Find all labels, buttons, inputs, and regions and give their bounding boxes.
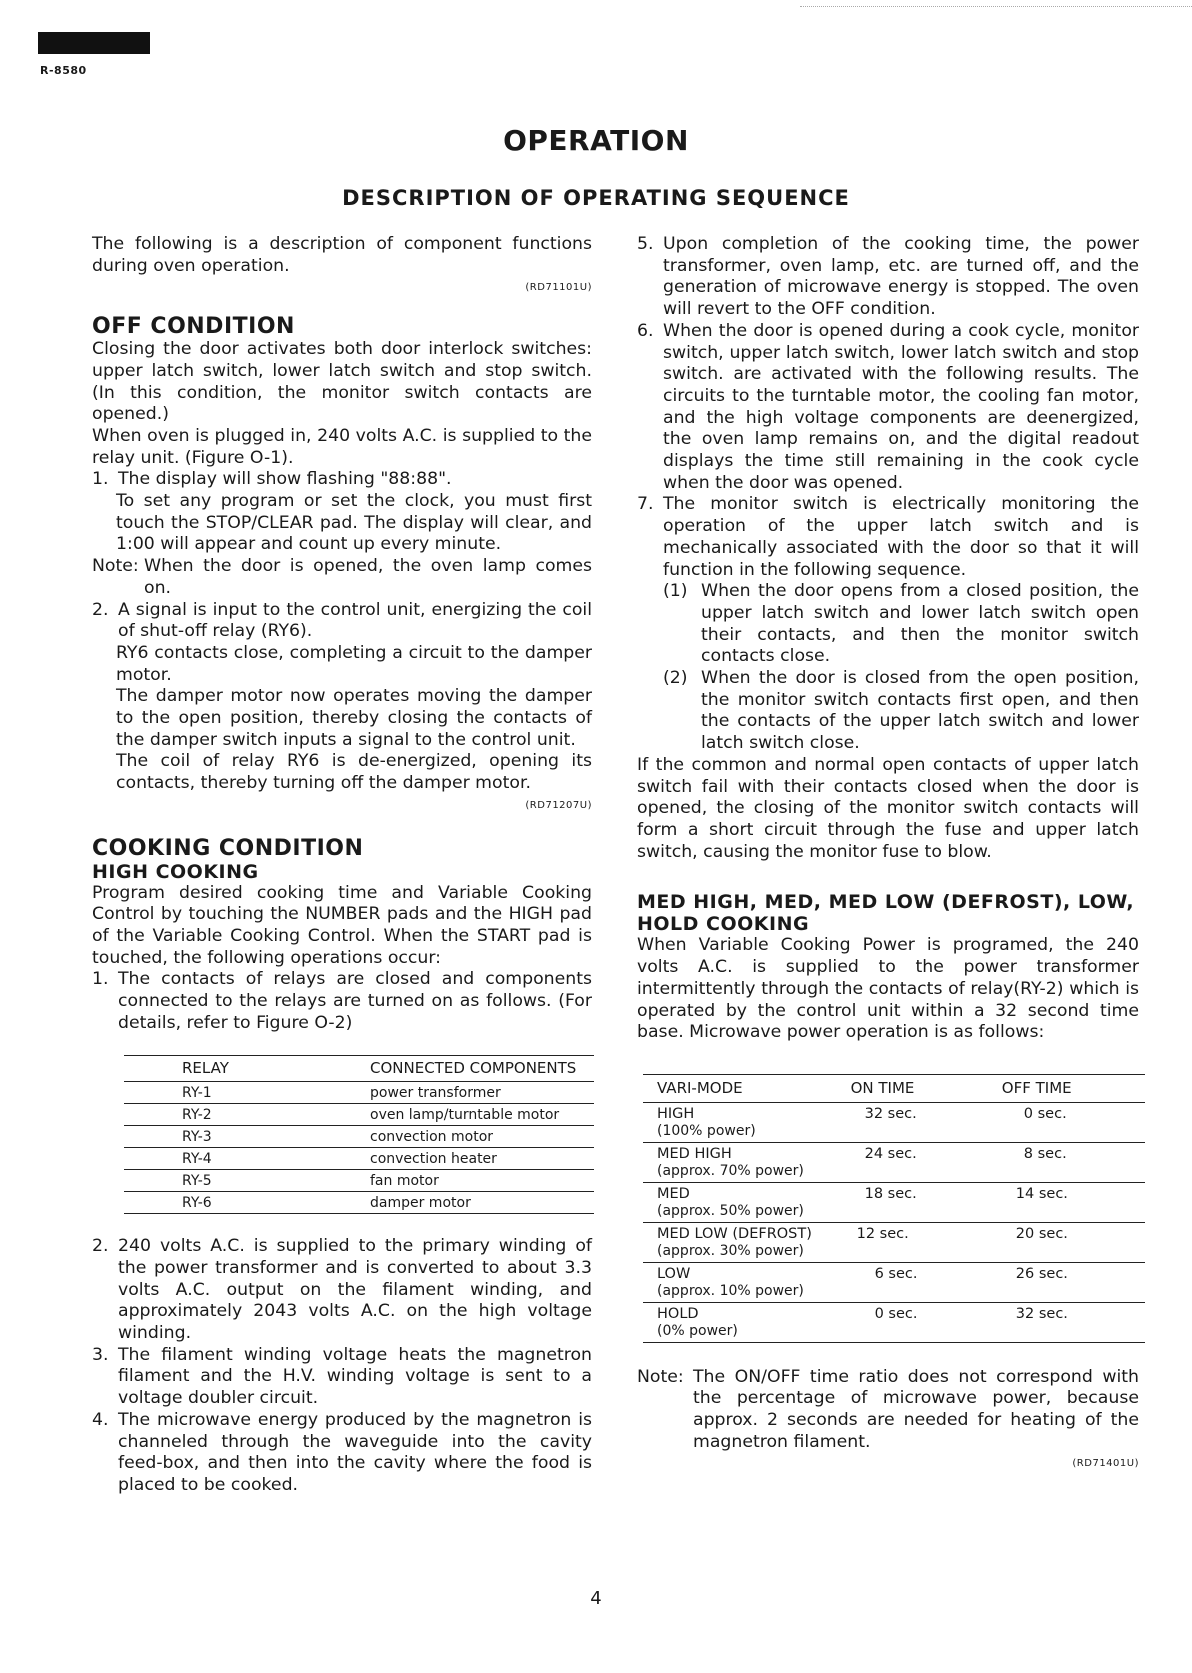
mode-power: (approx. 70% power) xyxy=(657,1162,804,1179)
on-time-cell: 18 sec. xyxy=(845,1182,994,1222)
off-time-cell: 0 sec. xyxy=(994,1102,1145,1142)
mode-name: MED LOW (DEFROST) xyxy=(657,1225,812,1242)
cooking-condition-heading: COOKING CONDITION xyxy=(92,835,364,861)
off-time-cell: 8 sec. xyxy=(994,1142,1145,1182)
intro-ref: (RD71101U) xyxy=(525,282,592,294)
table-row xyxy=(124,1148,594,1170)
mode-name: LOW xyxy=(657,1265,691,1282)
on-time-cell: 24 sec. xyxy=(845,1142,994,1182)
item-text: 240 volts A.C. is supplied to the primary winding of the power transformer and is converted to about 3.3 volts A.C. output on the filament winding, and approximately 2043 volts A.C. on the high voltage winding. xyxy=(118,1236,592,1344)
item-number: 7. xyxy=(637,494,654,515)
mode-cell xyxy=(643,1182,845,1222)
off-item-1 xyxy=(92,469,592,491)
item-text: The display will show flashing "88:88". xyxy=(118,469,452,490)
relay-cell: RY-2 xyxy=(124,1104,370,1126)
component-cell: oven lamp/turntable motor xyxy=(370,1104,594,1126)
sub-number: (1) xyxy=(663,581,688,602)
table-row xyxy=(643,1142,1145,1182)
fuse-paragraph: If the common and normal open contacts of upper latch switch fail with their contacts closed when the door is opened, the closing of the monitor switch contacts will form a short circuit through the fuse and upper latch switch, causing the monitor fuse to blow. xyxy=(637,754,1139,862)
item-7-sub-2 xyxy=(637,668,1139,755)
item-text: The microwave energy produced by the magnetron is channeled through the waveguide into the cavity feed-box, and then into the cavity where the food is placed to be cooked. xyxy=(118,1409,592,1495)
mode-cell xyxy=(643,1102,845,1142)
mode-cell xyxy=(643,1142,845,1182)
scan-edge-line xyxy=(800,6,1192,7)
high-paragraph: Program desired cooking time and Variable Cooking Control by touching the NUMBER pads and the HIGH pad of the Variable Cooking Control. When the START pad is touched, the following operations occur: xyxy=(92,882,592,968)
timing-note xyxy=(637,1367,1139,1454)
high-item-2 xyxy=(92,1236,592,1345)
mode-power: (approx. 30% power) xyxy=(657,1242,804,1259)
off-time-header: OFF TIME xyxy=(994,1074,1145,1102)
item-text: The contacts of relays are closed and components connected to the relays are turned on as follows. (For details, refer to Figure O-2) xyxy=(118,969,592,1033)
item-7-sub-1 xyxy=(637,581,1139,668)
left-column xyxy=(92,234,592,1497)
table-row xyxy=(643,1182,1145,1222)
note-text: When the door is opened, the oven lamp comes on. xyxy=(144,556,592,598)
item-number: 2. xyxy=(92,1236,109,1257)
off-item-1-detail: To set any program or set the clock, you must first touch the STOP/CLEAR pad. The display will clear, and 1:00 will appear and count up every minute. xyxy=(116,491,592,555)
off-item-2-detail-1: RY6 contacts close, completing a circuit to the damper motor. xyxy=(116,642,592,685)
item-number: 2. xyxy=(92,599,109,620)
section-subtitle: DESCRIPTION OF OPERATING SEQUENCE xyxy=(342,186,850,210)
table-row xyxy=(124,1170,594,1192)
item-7 xyxy=(637,494,1139,581)
relay-cell: RY-4 xyxy=(124,1148,370,1170)
off-time-cell: 26 sec. xyxy=(994,1262,1145,1302)
table-row xyxy=(124,1126,594,1148)
note-label: Note: xyxy=(637,1366,684,1387)
item-number: 1. xyxy=(92,969,109,990)
on-time-cell: 32 sec. xyxy=(845,1102,994,1142)
mode-name: HOLD xyxy=(657,1305,699,1322)
on-time-header: ON TIME xyxy=(845,1074,994,1102)
mode-name: MED xyxy=(657,1185,690,1202)
mode-power: (100% power) xyxy=(657,1122,756,1139)
relay-cell: RY-6 xyxy=(124,1192,370,1214)
table-row xyxy=(643,1302,1145,1342)
component-cell: damper motor xyxy=(370,1192,594,1214)
item-text: The monitor switch is electrically monitoring the operation of the upper latch switch and is mechanically associated with the door so that it will function in the following sequence. xyxy=(663,494,1139,580)
on-time-cell: 0 sec. xyxy=(845,1302,994,1342)
relay-table xyxy=(124,1055,594,1215)
item-number: 4. xyxy=(92,1409,109,1430)
item-number: 3. xyxy=(92,1344,109,1365)
component-cell: convection heater xyxy=(370,1148,594,1170)
off-item-2 xyxy=(92,600,592,643)
note-text: The ON/OFF time ratio does not correspond with the percentage of microwave power, because approx. 2 seconds are needed for heating of the magnetron filament. xyxy=(693,1366,1139,1452)
sub-text: When the door opens from a closed position, the upper latch switch and lower latch switch open their contacts, and then the monitor switch contacts close. xyxy=(701,581,1139,667)
item-number: 6. xyxy=(637,320,654,341)
high-cooking-heading: HIGH COOKING xyxy=(92,860,259,883)
item-5 xyxy=(637,234,1139,321)
off-note xyxy=(92,556,592,599)
off-paragraph-2: When oven is plugged in, 240 volts A.C. is supplied to the relay unit. (Figure O-1). xyxy=(92,425,592,468)
mode-name: MED HIGH xyxy=(657,1145,732,1162)
item-text: The filament winding voltage heats the magnetron filament and the H.V. winding voltage is sent to a voltage doubler circuit. xyxy=(118,1344,592,1409)
item-6 xyxy=(637,321,1139,495)
on-time-cell: 6 sec. xyxy=(845,1262,994,1302)
mode-power: (approx. 10% power) xyxy=(657,1282,804,1299)
on-time-cell: 12 sec. xyxy=(845,1222,994,1262)
relay-cell: RY-3 xyxy=(124,1126,370,1148)
note-ref: (RD71401U) xyxy=(1072,1458,1139,1470)
component-cell: power transformer xyxy=(370,1082,594,1104)
relay-header: RELAY xyxy=(124,1055,370,1082)
table-row xyxy=(124,1082,594,1104)
off-condition-heading: OFF CONDITION xyxy=(92,314,295,340)
med-cooking-heading: MED HIGH, MED, MED LOW (DEFROST), LOW, HOLD COOKING xyxy=(637,891,1135,936)
model-number: R-8580 xyxy=(40,64,87,77)
vari-table-header xyxy=(643,1074,1145,1102)
component-cell: convection motor xyxy=(370,1126,594,1148)
off-time-cell: 20 sec. xyxy=(994,1222,1145,1262)
page-title: OPERATION xyxy=(503,124,689,157)
mode-cell xyxy=(643,1262,845,1302)
mode-power: (approx. 50% power) xyxy=(657,1202,804,1219)
off-time-cell: 32 sec. xyxy=(994,1302,1145,1342)
right-column xyxy=(637,234,1139,1475)
relay-cell: RY-5 xyxy=(124,1170,370,1192)
off-item-2-detail-3: The coil of relay RY6 is de-energized, opening its contacts, thereby turning off the damper motor. xyxy=(116,751,592,794)
note-label: Note: xyxy=(92,556,139,577)
table-row xyxy=(643,1222,1145,1262)
relay-table-header xyxy=(124,1055,594,1082)
vari-mode-table xyxy=(643,1074,1145,1343)
item-text: A signal is input to the control unit, energizing the coil of shut-off relay (RY6). xyxy=(118,599,592,642)
off-ref: (RD71207U) xyxy=(525,799,592,811)
table-row xyxy=(643,1102,1145,1142)
item-number: 1. xyxy=(92,469,109,490)
table-row xyxy=(124,1104,594,1126)
off-item-2-detail-2: The damper motor now operates moving the damper to the open position, thereby closing the contacts of the damper switch inputs a signal to the control unit. xyxy=(116,686,592,750)
mode-power: (0% power) xyxy=(657,1322,738,1339)
item-number: 5. xyxy=(637,234,654,254)
off-time-cell: 14 sec. xyxy=(994,1182,1145,1222)
sub-number: (2) xyxy=(663,668,688,689)
item-text: Upon completion of the cooking time, the power transformer, oven lamp, etc. are turned off, and the generation of microwave energy is stopped. The oven will revert to the OFF condition. xyxy=(663,234,1139,320)
mode-cell xyxy=(643,1302,845,1342)
header-black-bar xyxy=(38,32,150,54)
sub-text: When the door is closed from the open position, the monitor switch contacts first open, and then the contacts of the upper latch switch and lower latch switch close. xyxy=(701,668,1139,754)
high-item-4 xyxy=(92,1410,592,1497)
med-paragraph: When Variable Cooking Power is programed, the 240 volts A.C. is supplied to the power transformer intermittently through the contacts of relay(RY-2) which is operated by the control unit within a 32 second time base. Microwave power operation is as follows: xyxy=(637,935,1139,1043)
relay-cell: RY-1 xyxy=(124,1082,370,1104)
mode-cell xyxy=(643,1222,845,1262)
table-row xyxy=(643,1262,1145,1302)
high-item-1 xyxy=(92,969,592,1034)
intro-text: The following is a description of component functions during oven operation. xyxy=(92,234,592,276)
mode-name: HIGH xyxy=(657,1105,695,1122)
off-paragraph-1: Closing the door activates both door interlock switches: upper latch switch, lower latch switch and stop switch. (In this condition, the monitor switch contacts are opened.) xyxy=(92,339,592,425)
table-row xyxy=(124,1192,594,1214)
vari-mode-header: VARI-MODE xyxy=(643,1074,845,1102)
item-text: When the door is opened during a cook cycle, monitor switch, upper latch switch, lower latch switch and stop switch. are activated with the following results. The circuits to the turntable motor, the cooling fan motor, and the high voltage components are deenergized, the oven lamp remains on, and the digital readout displays the time still remaining in the cook cycle when the door was opened. xyxy=(663,320,1139,493)
high-item-3 xyxy=(92,1345,592,1410)
component-cell: fan motor xyxy=(370,1170,594,1192)
page-number: 4 xyxy=(590,1588,602,1609)
components-header: CONNECTED COMPONENTS xyxy=(370,1055,594,1082)
